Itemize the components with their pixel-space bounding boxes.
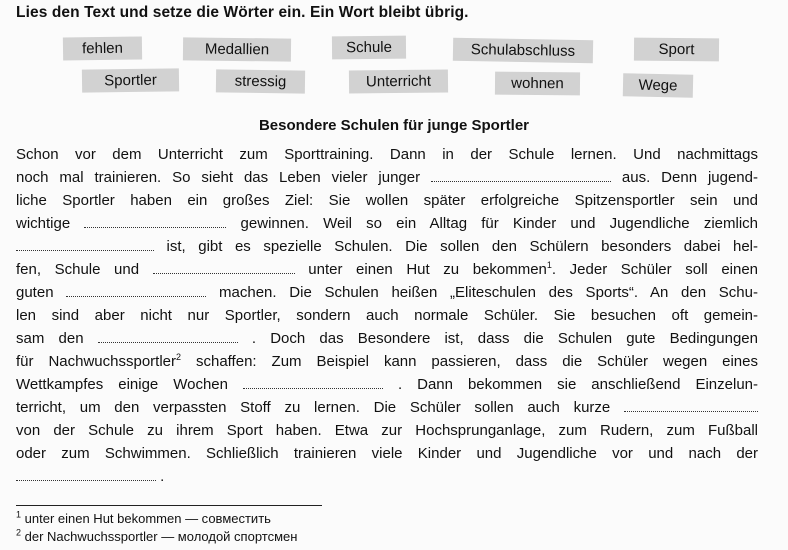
blank[interactable]: [431, 171, 611, 182]
blank[interactable]: [84, 217, 226, 228]
blank[interactable]: [66, 286, 206, 297]
word-card: fehlen: [63, 36, 142, 60]
blank[interactable]: [243, 378, 383, 389]
footnote: $^2$ der Nachwuchssportler — молодой спортсмен: [16, 527, 298, 544]
word-card: Sport: [634, 38, 719, 62]
blank[interactable]: [624, 401, 758, 412]
word-card: stressig: [216, 69, 305, 93]
blank[interactable]: [98, 332, 238, 343]
text-line: fen, Schule und unter einen Hut zu bekommen$^1$. Jeder Schüler soll einen: [16, 260, 759, 278]
text-line: noch mal trainieren. So sieht das Leben vieler junger aus. Denn jugend-: [16, 169, 758, 186]
text-line: len sind aber nicht nur Sportler, sondern auch normale Schüler. Sie besuchen oft gemein-: [16, 307, 758, 324]
footnote-divider: [16, 505, 322, 506]
blank[interactable]: [153, 263, 295, 274]
text-line: ist, gibt es spezielle Schulen. Die sollen den Schülern besonders dabei hel-: [16, 237, 758, 257]
word-card: Unterricht: [349, 69, 448, 93]
word-card: Wege: [623, 73, 693, 97]
text-line: Schon vor dem Unterricht zum Sporttraining. Dann in der Schule lernen. Und nachmittags: [16, 146, 758, 163]
text-line: für Nachwuchssportler$^2$ schaffen: Zum Beispiel kann passieren, dass die Schüler wegen eines: [16, 352, 758, 370]
text-title: Besondere Schulen für junge Sportler: [258, 117, 530, 134]
text-line: Wettkampfes einige Wochen . Dann bekommen sie anschließend Einzelun-: [16, 376, 759, 393]
text-line: terricht, um den verpassten Stoff zu lernen. Die Schüler sollen auch kurze: [16, 398, 758, 418]
instruction: Lies den Text und setze die Wörter ein. Ein Wort bleibt übrig.: [16, 4, 469, 21]
word-card: Medallien: [183, 37, 291, 61]
text-line: wichtige gewinnen. Weil so ein Alltag für Kinder und Jugendliche ziemlich: [16, 215, 758, 232]
text-line: guten machen. Die Schulen heißen „Eliteschulen des Sports“. An den Schu-: [16, 284, 758, 301]
word-card: Schulabschluss: [453, 38, 593, 63]
blank[interactable]: [16, 240, 154, 251]
word-card: Sportler: [82, 68, 179, 92]
text-line: .: [16, 467, 758, 487]
word-card: wohnen: [495, 72, 580, 96]
word-card: Schule: [332, 36, 406, 60]
blank[interactable]: [16, 470, 156, 481]
text-line: sam den . Doch das Besondere ist, dass die Schulen gute Bedingungen: [16, 330, 758, 347]
footnote: $^1$ unter einen Hut bekommen — совместить: [16, 509, 271, 526]
text-line: von der Schule zu ihrem Sport haben. Etwa zur Hochsprunganlage, zum Rudern, zum Fußball: [16, 422, 758, 439]
text-line: oder zum Schwimmen. Schließlich trainieren viele Kinder und Jugendliche vor und nach der: [16, 445, 758, 462]
text-line: liche Sportler haben ein großes Ziel: Sie wollen später erfolgreiche Spitzensportler sein und: [16, 192, 758, 209]
